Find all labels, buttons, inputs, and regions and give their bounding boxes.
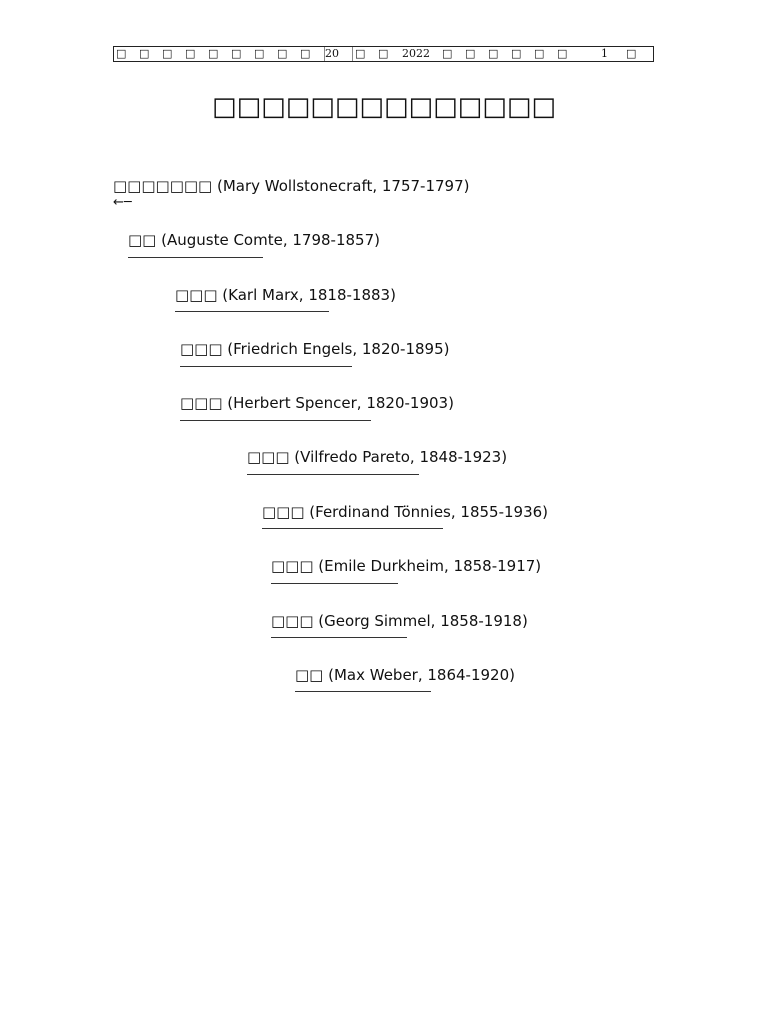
document-title: □□□□□□□□□□□□□□: [212, 92, 556, 122]
thinker-entry-engels: □□□ (Friedrich Engels, 1820-1895): [180, 340, 450, 358]
header-glyph: □: [162, 47, 173, 60]
header-glyph: □: [465, 47, 476, 60]
header-glyph: □: [277, 47, 288, 60]
header-glyph: □: [231, 47, 242, 60]
underline: [262, 528, 443, 529]
header-glyph: □: [208, 47, 219, 60]
header-glyph: □: [254, 47, 265, 60]
header-number: 20: [325, 47, 339, 60]
underline: [175, 311, 329, 312]
thinker-entry-durkheim: □□□ (Emile Durkheim, 1858-1917): [271, 557, 542, 575]
header-glyph: □: [378, 47, 389, 60]
left-arrow-icon: ←─: [113, 195, 132, 210]
underline: [295, 691, 431, 692]
underline: [271, 637, 407, 638]
thinker-entry-comte: □□ (Auguste Comte, 1798-1857): [128, 231, 380, 249]
header-page-number: 1: [601, 47, 608, 60]
underline: [128, 257, 263, 258]
header-glyph: □: [355, 47, 366, 60]
header-glyph: □: [534, 47, 545, 60]
underline: [271, 583, 398, 584]
thinker-entry-spencer: □□□ (Herbert Spencer, 1820-1903): [180, 394, 454, 412]
thinker-entry-pareto: □□□ (Vilfredo Pareto, 1848-1923): [247, 448, 508, 466]
header-glyph: □: [185, 47, 196, 60]
thinker-entry-simmel: □□□ (Georg Simmel, 1858-1918): [271, 612, 528, 630]
header-glyph: □: [442, 47, 453, 60]
header-glyph: □: [139, 47, 150, 60]
page-header-box: [113, 46, 654, 62]
header-year: 2022: [402, 47, 430, 60]
underline: [247, 474, 419, 475]
header-glyph: □: [511, 47, 522, 60]
underline: [180, 366, 352, 367]
header-divider: [352, 47, 353, 61]
header-glyph: □: [300, 47, 311, 60]
header-glyph: □: [116, 47, 127, 60]
header-glyph: □: [488, 47, 499, 60]
thinker-entry-marx: □□□ (Karl Marx, 1818-1883): [175, 286, 396, 304]
header-glyph: □: [626, 47, 637, 60]
underline: [180, 420, 371, 421]
header-glyph: □: [557, 47, 568, 60]
thinker-entry-weber: □□ (Max Weber, 1864-1920): [295, 666, 515, 684]
thinker-entry-wollstonecraft: □□□□□□□ (Mary Wollstonecraft, 1757-1797): [113, 177, 470, 195]
thinker-entry-tonnies: □□□ (Ferdinand Tönnies, 1855-1936): [262, 503, 549, 521]
